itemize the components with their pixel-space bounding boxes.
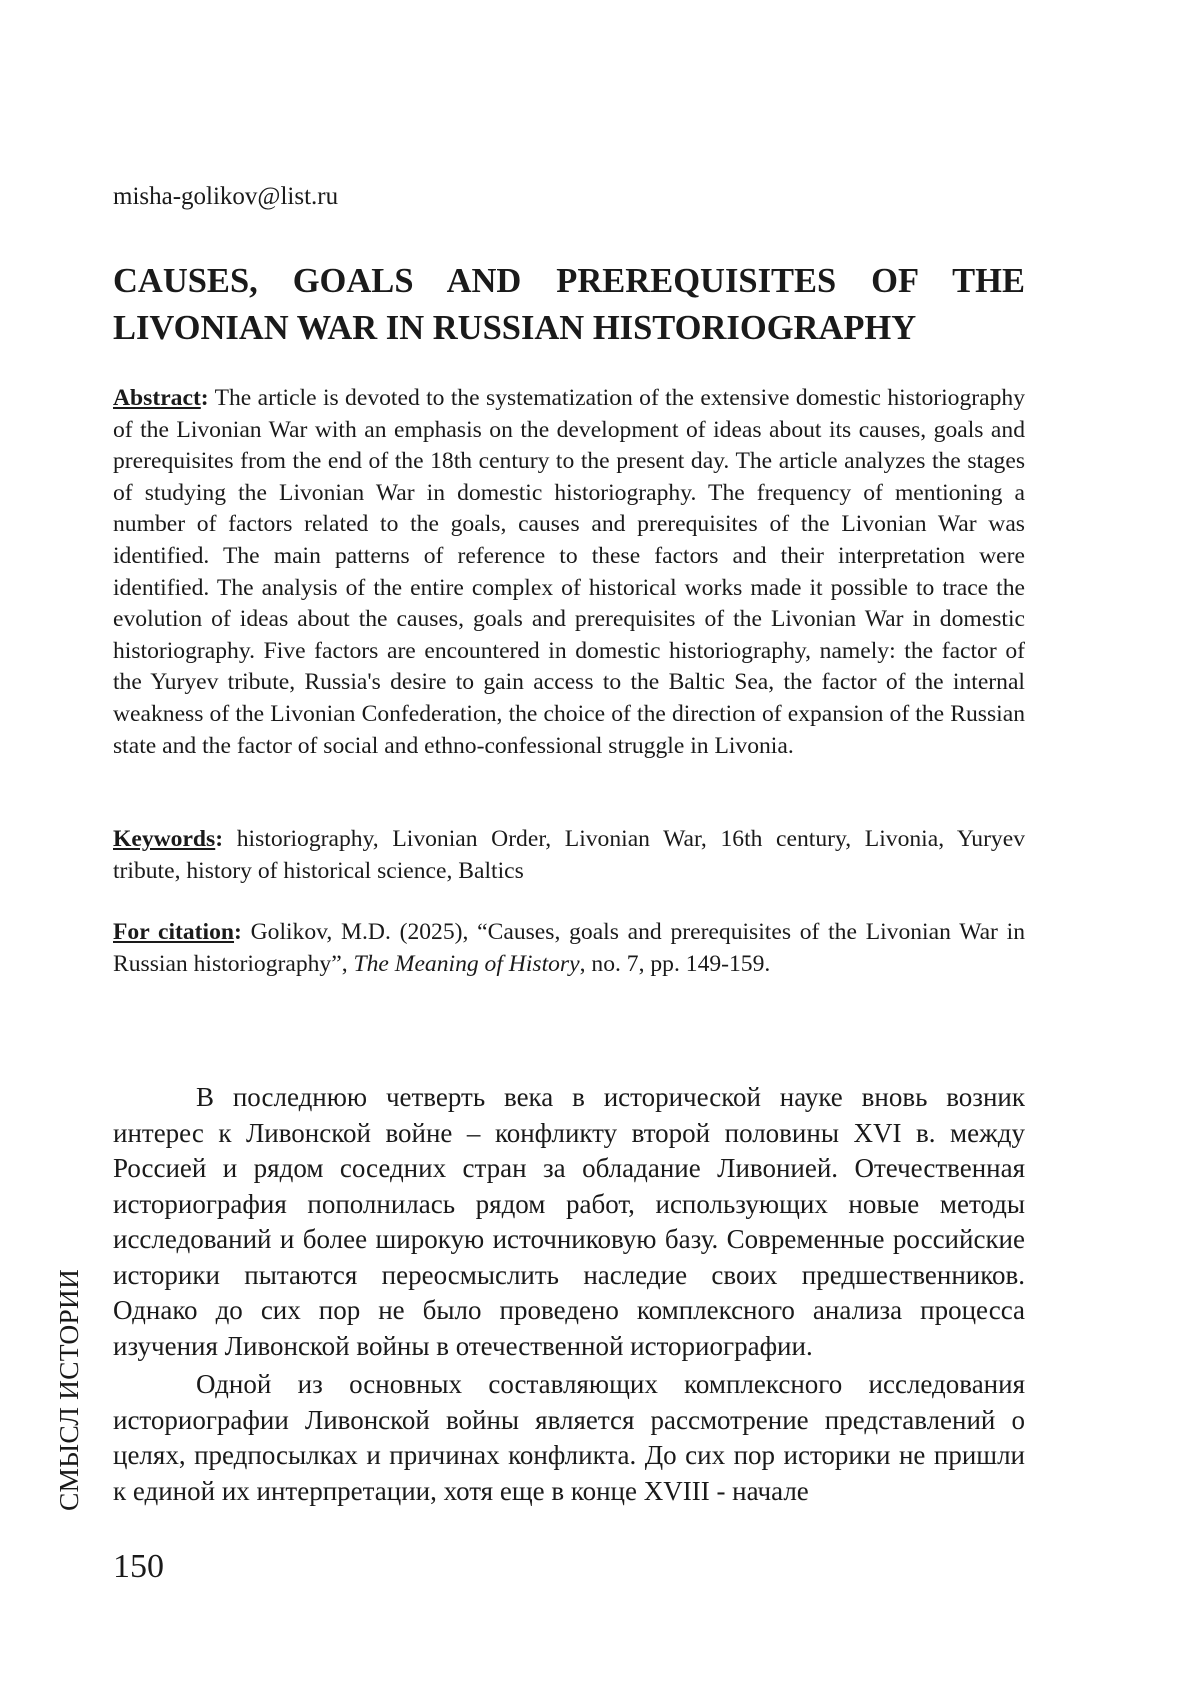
citation-text: Golikov, M.D. (2025), “Causes, goals and prerequisites of the Livonian War in Russian historiography”, — [113, 919, 1025, 977]
keywords-text: historiography, Livonian Order, Livonian War, 16th century, Livonia, Yuryev tribute, history of historical science, Baltics — [113, 826, 1025, 884]
citation-journal: The Meaning of History — [354, 951, 580, 977]
body-text — [113, 1080, 1025, 1509]
citation: For citation: Golikov, M.D. (2025), “Causes, goals and prerequisites of the Livonian War in Russian historiography”, The Meaning of History, no. 7, pp. 149-159. — [113, 917, 1025, 980]
abstract: Abstract: The article is devoted to the systematization of the extensive domestic historiography of the Livonian War with an emphasis on the development of ideas about its causes, goals and prerequisites from the end of the 18th century to the present day. The article analyzes the stages of studying the Livonian War in domestic historiography. The frequency of mentioning a number of factors related to the goals, causes and prerequisites of the Livonian War was identified. The main patterns of reference to these factors and their interpretation were identified. The analysis of the entire complex of historical works made it possible to trace the evolution of ideas about the causes, goals and prerequisites of the Livonian War in domestic historiography. Five factors are encountered in domestic historiography, namely: the factor of the Yuryev tribute, Russia's desire to gain access to the Baltic Sea, the factor of the internal weakness of the Livonian Confederation, the choice of the direction of expansion of the Russian state and the factor of social and ethno-confessional struggle in Livonia. — [113, 383, 1025, 762]
citation-label: For citation — [113, 919, 234, 945]
abstract-text: The article is devoted to the systematization of the extensive domestic historiography of the Livonian War with an emphasis on the development of ideas about its causes, goals and prerequisites from the end of the 18th century to the present day. The article analyzes the stages of studying the Livonian War in domestic historiography. The frequency of mentioning a number of factors related to the goals, causes and prerequisites of the Livonian War was identified. The main patterns of reference to these factors and their interpretation were identified. The analysis of the entire complex of historical works made it possible to trace the evolution of ideas about the causes, goals and prerequisites of the Livonian War in domestic historiography. Five factors are encountered in domestic historiography, namely: the factor of the Yuryev tribute, Russia's desire to gain access to the Baltic Sea, the factor of the internal weakness of the Livonian Confederation, the choice of the direction of expansion of the Russian state and the factor of social and ethno-confessional struggle in Livonia. — [113, 385, 1025, 759]
body-paragraph-2: Одной из основных составляющих комплексного исследования историографии Ливонской войны является рассмотрение представлений о целях, предпосылках и причинах конфликта. До сих пор историки не пришли к единой их интерпретации, хотя еще в конце XVIII - начале — [113, 1367, 1025, 1509]
abstract-label: Abstract — [113, 385, 201, 411]
page — [0, 0, 1200, 1696]
citation-pages: , no. 7, pp. 149-159. — [580, 951, 771, 977]
page-number: 150 — [113, 1547, 164, 1587]
keywords-label: Keywords — [113, 826, 215, 852]
body-paragraph-1: В последнюю четверть века в исторической науке вновь возник интерес к Ливонской войне – конфликту второй половины XVI в. между Россией и рядом соседних стран за обладание Ливонией. Отечественная историография пополнилась рядом работ, использующих новые методы исследований и более широкую источниковую базу. Современные российские историки пытаются переосмыслить наследие своих предшественников. Однако до сих пор не было проведено комплексного анализа процесса изучения Ливонской войны в отечественной историографии. — [113, 1080, 1025, 1364]
keywords: Keywords: historiography, Livonian Order, Livonian War, 16th century, Livonia, Yuryev tribute, history of historical science, Baltics — [113, 824, 1025, 887]
article-title: CAUSES, GOALS AND PREREQUISITES OF THE LIVONIAN WAR IN RUSSIAN HISTORIOGRAPHY — [113, 258, 1025, 352]
author-email: misha-golikov@list.ru — [113, 182, 338, 212]
journal-side-label: СМЫСЛ ИСТОРИИ — [53, 1269, 85, 1511]
